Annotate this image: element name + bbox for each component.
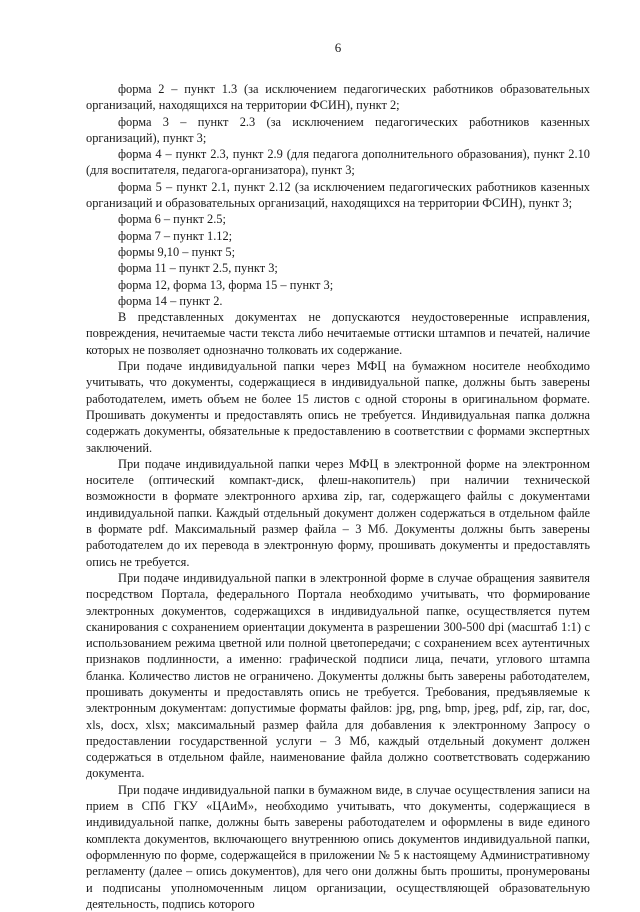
paragraph: форма 5 – пункт 2.1, пункт 2.12 (за исключением педагогических работников казенных организаций и образовательных организаций, находящихся на территории ФСИН), пункт 3; <box>86 179 590 211</box>
paragraph: При подаче индивидуальной папки в бумажном виде, в случае осуществления записи на прием в СПб ГКУ «ЦАиМ», необходимо учитывать, что документы, содержащиеся в индивидуальной папке, должны быть заверены работодателем и оформлены в виде единого комплекта документов, включающего внутреннюю опись документов индивидуальной папки, оформленную по форме, содержащейся в приложении № 5 к настоящему Административному регламенту (далее – опись документов), для чего они должны быть прошиты, пронумерованы и подписаны уполномоченным лицом организации, осуществляющей образовательную деятельность, подпись которого <box>86 782 590 911</box>
paragraph: В представленных документах не допускаются неудостоверенные исправления, повреждения, нечитаемые части текста либо нечитаемые оттиски штампов и печатей, наличие которых не позволяет однозначно толковать их содержание. <box>86 310 590 357</box>
paragraph: При подаче индивидуальной папки через МФЦ на бумажном носителе необходимо учитывать, что документы, содержащиеся в индивидуальной папке, должны быть заверены работодателем, иметь объем не более 15 листов с одной стороны в оригинальном формате. Прошивать документы и предоставлять опись не требуется. Индивидуальная папка должна содержать документы, обязательные к предоставлению в соответствии с формами экспертных заключений. <box>86 359 590 455</box>
document-body <box>86 81 590 912</box>
paragraph: форма 6 – пункт 2.5; <box>118 212 226 227</box>
paragraph: форма 7 – пункт 1.12; <box>118 228 233 243</box>
paragraph: форма 2 – пункт 1.3 (за исключением педагогических работников образовательных организаций, находящихся на территории ФСИН), пункт 2; <box>86 82 590 113</box>
page-number: 6 <box>334 40 342 55</box>
paragraph: форма 3 – пункт 2.3 (за исключением педагогических работников казенных организаций), пункт 3; <box>86 114 590 145</box>
paragraph: форма 4 – пункт 2.3, пункт 2.9 (для педагога дополнительного образования), пункт 2.10 (для воспитателя, педагога-организатора), пункт 3; <box>86 147 590 178</box>
paragraph: При подаче индивидуальной папки через МФЦ в электронной форме на электронном носителе (оптический компакт-диск, флеш-накопитель) при наличии технической возможности в формате электронного архива zip, rar, содержащего файлы с документами индивидуальной папки. Каждый отдельный документ должен содержаться в отдельном файле в формате pdf. Максимальный размер файла – 3 Мб. Документы должны быть заверены работодателем до их перевода в электронную форму, прошивать документы и предоставлять опись не требуется. <box>86 456 590 569</box>
paragraph: форма 12, форма 13, форма 15 – пункт 3; <box>118 277 334 292</box>
paragraph: При подаче индивидуальной папки в электронной форме в случае обращения заявителя посредством Портала, федерального Портала необходимо учитывать, что формирование электронных документов, содержащихся в индивидуальной папке, осуществляется путем сканирования с сохранением ориентации документа в разрешении 300-500 dpi (масштаб 1:1) с использованием режима цветной или полной цветопередачи; с сохранением всех аутентичных признаков подлинности, а именно: графической подписи лица, печати, углового штампа бланка. Количество листов не ограничено. Документы должны быть заверены работодателем, прошивать документы и предоставлять опись не требуется. Требования, предъявляемые к электронным документам: допустимые форматы файлов: jpg, png, bmp, jpeg, pdf, zip, rar, doc, xls, docx, xlsx; максимальный размер файла для добавления к электронному Запросу о предоставлении государственной услуги – 3 Мб, каждый отдельный документ должен содержаться в отдельном файле, наименование файла должно соответствовать содержанию документа. <box>86 570 590 781</box>
paragraph: форма 14 – пункт 2. <box>118 293 223 308</box>
paragraph: форма 11 – пункт 2.5, пункт 3; <box>118 261 278 276</box>
paragraph: формы 9,10 – пункт 5; <box>118 244 236 259</box>
